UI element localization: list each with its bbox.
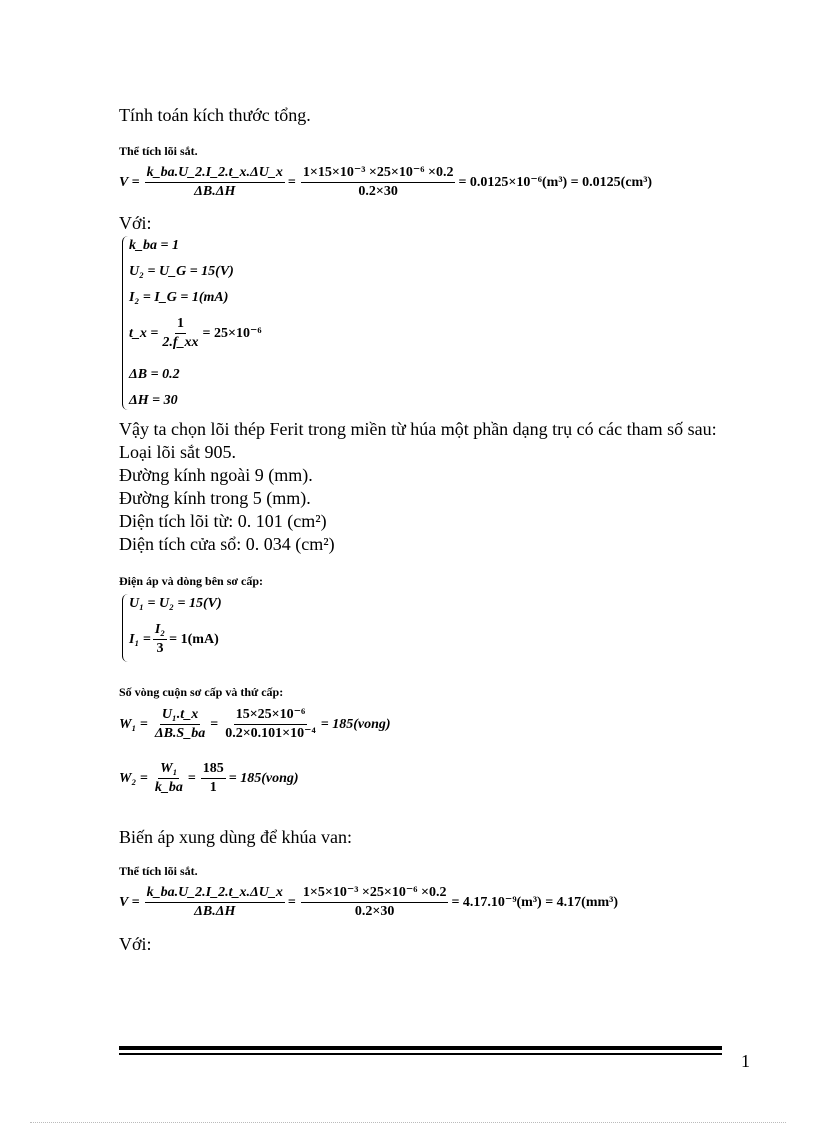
formula-fraction-symbolic [145, 885, 285, 920]
volume-caption: Thể tích lõi sắt. [119, 144, 198, 158]
ferrite-line: Vậy ta chọn lõi thép Ferit trong miền từ húa một phần dạng trụ có các tham số sau: [119, 419, 717, 439]
param-u2: U₂ = U_G = 15(V) [129, 264, 234, 279]
param-delta-h: ΔH = 30 [129, 393, 178, 408]
fraction-denominator: 0.2×30 [358, 184, 398, 199]
fraction-denominator: 0.2×30 [354, 904, 395, 919]
tx-fraction [160, 316, 200, 351]
fraction-denominator: 0.2×0.101×10⁻⁴ [225, 726, 316, 741]
formula-fraction-numeric [301, 165, 456, 200]
tx-rhs: = 25×10⁻⁶ [202, 326, 262, 341]
fraction-numerator: k_ba.U_2.I_2.t_x.ΔU_x [145, 885, 285, 903]
ferrite-line: Đường kính ngoài 9 (mm). [119, 465, 313, 485]
volume-formula: V = $\frac{k\_ba.U\_2.I\_2.t\_x.\Delta U\_x}{\Delta B.\Delta H}$ = $\frac{\text{1×5×10⁻³ ×25×10⁻⁶ ×0.2}}{0.2\times 30}$ = 4.17.10⁻⁹(m³) = 4.17(mm³) [119, 885, 619, 919]
formula-result: = 0.0125×10⁻⁶(m³) = 0.0125(cm³) [458, 175, 653, 190]
formula-result: = 4.17.10⁻⁹(m³) = 4.17(mm³) [451, 895, 619, 910]
primary-caption: Điện áp và dòng bên sơ cấp: [119, 574, 264, 588]
formula-lhs: W₁ = [119, 716, 148, 732]
fraction-numerator: U₁.t_x [160, 707, 200, 725]
ferrite-line: Loại lõi sắt 905. [119, 442, 236, 462]
fraction-denominator: ΔB.S_ba [154, 726, 206, 741]
formula-fraction-numeric [223, 707, 318, 742]
formula-lhs: W₂ = [119, 770, 148, 786]
fraction-numerator: k_ba.U_2.I_2.t_x.ΔU_x [145, 165, 285, 183]
volume-caption: Thể tích lõi sắt. [119, 864, 198, 878]
primary-u1: U₁ = U₂ = 15(V) [129, 596, 222, 611]
fraction-denominator: ΔB.ΔH [194, 184, 236, 199]
i1-rhs: = 1(mA) [169, 631, 219, 647]
page-number: 1 [741, 1051, 750, 1071]
formula-fraction-symbolic [153, 761, 185, 796]
with-label: Với: [119, 213, 152, 233]
w1-formula: W₁ = $\frac{\text{U₁.t\_x}}{\Delta B.S\_ba}$ = $\frac{\text{15×25×10⁻⁶}}{\text{0.2×0.101×10⁻⁴}}$ = 185(vong) [119, 707, 391, 741]
formula-fraction-symbolic [153, 707, 207, 742]
section-heading: Tính toán kích thước tổng. [119, 105, 311, 125]
i1-fraction [153, 622, 167, 657]
ferrite-line: Đường kính trong 5 (mm). [119, 488, 311, 508]
primary-i1 [129, 622, 219, 657]
fraction-denominator: ΔB.ΔH [194, 904, 236, 919]
system-brace [122, 594, 129, 662]
section-heading: Biến áp xung dùng để khúa van: [119, 827, 352, 847]
fraction-denominator: k_ba [154, 780, 183, 795]
fraction-numerator: I₂ [153, 622, 167, 640]
i1-lhs: I₁ = [129, 631, 151, 647]
volume-formula: V = $\frac{k\_ba.U\_2.I\_2.t\_x.\Delta U\_x}{\Delta B.\Delta H}$ = $\frac{\text{1×15×10⁻³ ×25×10⁻⁶ ×0.2}}{0.2\times 30}$ = 0.0125×10⁻⁶(m³) = 0.0125(cm³) [119, 165, 653, 199]
ferrite-line: Diện tích lõi từ: 0. 101 (cm²) [119, 511, 327, 531]
fraction-numerator: 1×15×10⁻³ ×25×10⁻⁶ ×0.2 [301, 165, 456, 183]
footer-rule-thin [119, 1053, 722, 1055]
formula-result: = 185(vong) [228, 770, 299, 786]
tx-lhs: t_x = [129, 325, 159, 341]
param-tx [129, 316, 262, 351]
param-delta-b: ΔB = 0.2 [129, 367, 180, 382]
fraction-denominator: 3 [156, 641, 164, 656]
fraction-numerator: 1×5×10⁻³ ×25×10⁻⁶ ×0.2 [301, 885, 449, 903]
fraction-numerator: W₁ [158, 761, 179, 779]
fraction-denominator: 2.f_xx [162, 335, 199, 350]
fraction-numerator: 15×25×10⁻⁶ [234, 707, 308, 725]
with-label: Với: [119, 934, 152, 954]
fraction-numerator: 1 [175, 316, 186, 334]
footer-rule-thick [119, 1046, 722, 1050]
system-brace [122, 236, 129, 410]
formula-fraction-numeric [301, 885, 449, 920]
param-i2: I₂ = I_G = 1(mA) [129, 290, 229, 305]
formula-fraction-symbolic [145, 165, 285, 200]
param-kba: k_ba = 1 [129, 238, 179, 253]
w2-formula: W₂ = $\frac{\text{W₁}}{k\_ba}$ = $\frac{185}{1}$ = 185(vong) [119, 761, 299, 795]
formula-lhs: V = [119, 894, 140, 910]
formula-result: = 185(vong) [320, 716, 391, 732]
ferrite-line: Diện tích cửa sổ: 0. 034 (cm²) [119, 534, 335, 554]
turns-caption: Số vòng cuộn sơ cấp và thứ cấp: [119, 685, 284, 699]
formula-lhs: V = [119, 174, 140, 190]
fraction-numerator: 185 [201, 761, 226, 779]
formula-fraction-numeric [201, 761, 226, 796]
fraction-denominator: 1 [209, 780, 217, 795]
